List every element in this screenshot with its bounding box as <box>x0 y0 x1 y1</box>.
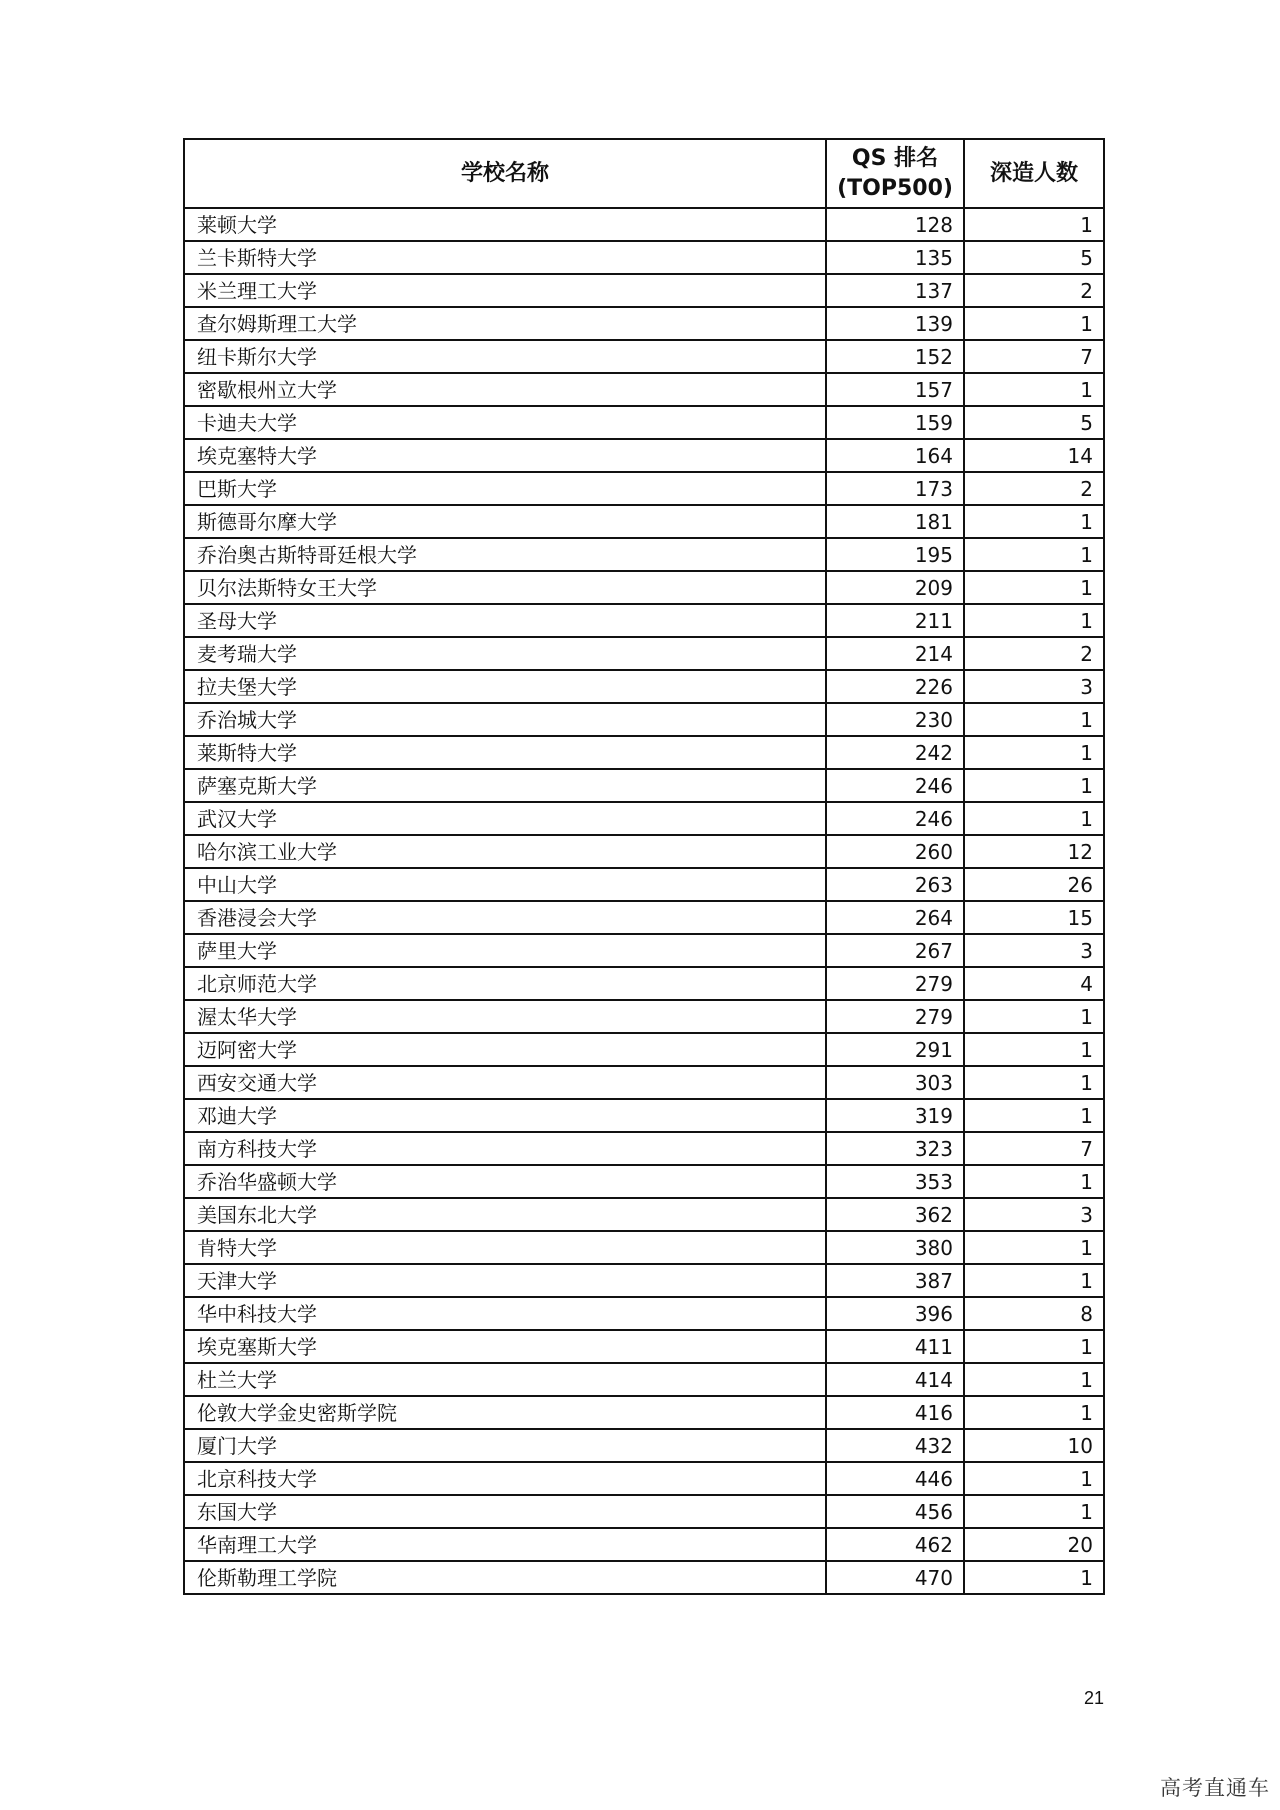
study-count-cell: 4 <box>964 967 1104 1000</box>
qs-rank-cell: 226 <box>826 670 964 703</box>
school-name-cell: 兰卡斯特大学 <box>184 241 826 274</box>
table-row <box>184 1462 1104 1495</box>
school-name-cell: 米兰理工大学 <box>184 274 826 307</box>
school-name-cell: 香港浸会大学 <box>184 901 826 934</box>
qs-rank-cell: 164 <box>826 439 964 472</box>
table-row <box>184 505 1104 538</box>
qs-rank-cell: 411 <box>826 1330 964 1363</box>
study-count-cell: 1 <box>964 538 1104 571</box>
table-row <box>184 1363 1104 1396</box>
school-name-cell: 渥太华大学 <box>184 1000 826 1033</box>
school-name-cell: 密歇根州立大学 <box>184 373 826 406</box>
school-name-cell: 西安交通大学 <box>184 1066 826 1099</box>
table-row <box>184 1429 1104 1462</box>
qs-rank-cell: 159 <box>826 406 964 439</box>
qs-rank-cell: 263 <box>826 868 964 901</box>
school-name-cell: 北京师范大学 <box>184 967 826 1000</box>
study-count-cell: 12 <box>964 835 1104 868</box>
table-row <box>184 1132 1104 1165</box>
school-name-cell: 武汉大学 <box>184 802 826 835</box>
table-row <box>184 373 1104 406</box>
qs-rank-cell: 173 <box>826 472 964 505</box>
table-row <box>184 901 1104 934</box>
school-name-cell: 巴斯大学 <box>184 472 826 505</box>
study-count-cell: 1 <box>964 769 1104 802</box>
study-count-cell: 1 <box>964 1495 1104 1528</box>
table-row <box>184 1000 1104 1033</box>
school-name-cell: 伦敦大学金史密斯学院 <box>184 1396 826 1429</box>
school-name-cell: 杜兰大学 <box>184 1363 826 1396</box>
qs-rank-cell: 396 <box>826 1297 964 1330</box>
study-count-cell: 1 <box>964 1330 1104 1363</box>
study-count-cell: 5 <box>964 406 1104 439</box>
study-count-cell: 3 <box>964 1198 1104 1231</box>
table-row <box>184 472 1104 505</box>
table-row <box>184 241 1104 274</box>
table-row <box>184 1198 1104 1231</box>
table-row <box>184 1165 1104 1198</box>
table-row <box>184 967 1104 1000</box>
table-row <box>184 307 1104 340</box>
header-qs-rank <box>826 139 964 208</box>
school-name-cell: 乔治奥古斯特哥廷根大学 <box>184 538 826 571</box>
school-name-cell: 萨塞克斯大学 <box>184 769 826 802</box>
study-count-cell: 1 <box>964 703 1104 736</box>
table-row <box>184 1528 1104 1561</box>
table-row <box>184 1396 1104 1429</box>
page-number: 21 <box>1083 1688 1104 1708</box>
school-name-cell: 莱顿大学 <box>184 208 826 241</box>
school-name-cell: 厦门大学 <box>184 1429 826 1462</box>
study-count-cell: 1 <box>964 1363 1104 1396</box>
table-row <box>184 1330 1104 1363</box>
qs-rank-cell: 264 <box>826 901 964 934</box>
school-name-cell: 斯德哥尔摩大学 <box>184 505 826 538</box>
qs-rank-cell: 279 <box>826 967 964 1000</box>
school-name-cell: 萨里大学 <box>184 934 826 967</box>
school-name-cell: 肯特大学 <box>184 1231 826 1264</box>
header-qs-rank-line1: QS 排名 <box>851 145 939 171</box>
qs-rank-cell: 128 <box>826 208 964 241</box>
study-count-cell: 1 <box>964 1165 1104 1198</box>
study-count-cell: 1 <box>964 1264 1104 1297</box>
table-row <box>184 1231 1104 1264</box>
table-row <box>184 208 1104 241</box>
study-count-cell: 15 <box>964 901 1104 934</box>
study-count-cell: 8 <box>964 1297 1104 1330</box>
header-school-name: 学校名称 <box>184 139 826 208</box>
study-count-cell: 3 <box>964 670 1104 703</box>
table-row <box>184 604 1104 637</box>
study-count-cell: 7 <box>964 340 1104 373</box>
school-name-cell: 东国大学 <box>184 1495 826 1528</box>
school-name-cell: 邓迪大学 <box>184 1099 826 1132</box>
school-name-cell: 华中科技大学 <box>184 1297 826 1330</box>
table-row <box>184 802 1104 835</box>
header-study-count: 深造人数 <box>964 139 1104 208</box>
table-row <box>184 571 1104 604</box>
school-name-cell: 拉夫堡大学 <box>184 670 826 703</box>
qs-rank-cell: 181 <box>826 505 964 538</box>
qs-rank-cell: 246 <box>826 769 964 802</box>
study-count-cell: 3 <box>964 934 1104 967</box>
qs-rank-cell: 209 <box>826 571 964 604</box>
study-count-cell: 1 <box>964 604 1104 637</box>
table-row <box>184 736 1104 769</box>
study-count-cell: 1 <box>964 1561 1104 1594</box>
table-row <box>184 1495 1104 1528</box>
qs-rank-cell: 279 <box>826 1000 964 1033</box>
table-header <box>184 139 1104 208</box>
university-ranking-table <box>183 138 1105 1595</box>
qs-rank-cell: 456 <box>826 1495 964 1528</box>
qs-rank-cell: 139 <box>826 307 964 340</box>
school-name-cell: 北京科技大学 <box>184 1462 826 1495</box>
school-name-cell: 迈阿密大学 <box>184 1033 826 1066</box>
school-name-cell: 乔治城大学 <box>184 703 826 736</box>
school-name-cell: 卡迪夫大学 <box>184 406 826 439</box>
table-row <box>184 1033 1104 1066</box>
table-row <box>184 1099 1104 1132</box>
school-name-cell: 圣母大学 <box>184 604 826 637</box>
qs-rank-cell: 135 <box>826 241 964 274</box>
qs-rank-cell: 462 <box>826 1528 964 1561</box>
table-row <box>184 340 1104 373</box>
qs-rank-cell: 387 <box>826 1264 964 1297</box>
school-name-cell: 查尔姆斯理工大学 <box>184 307 826 340</box>
qs-rank-cell: 137 <box>826 274 964 307</box>
school-name-cell: 伦斯勒理工学院 <box>184 1561 826 1594</box>
header-row <box>184 139 1104 208</box>
study-count-cell: 1 <box>964 1000 1104 1033</box>
table-row <box>184 274 1104 307</box>
watermark-logo-text: 高考直通车 <box>1160 1776 1270 1800</box>
school-name-cell: 埃克塞特大学 <box>184 439 826 472</box>
qs-rank-cell: 446 <box>826 1462 964 1495</box>
study-count-cell: 2 <box>964 472 1104 505</box>
study-count-cell: 1 <box>964 736 1104 769</box>
qs-rank-cell: 414 <box>826 1363 964 1396</box>
study-count-cell: 10 <box>964 1429 1104 1462</box>
qs-rank-cell: 230 <box>826 703 964 736</box>
qs-rank-cell: 214 <box>826 637 964 670</box>
school-name-cell: 乔治华盛顿大学 <box>184 1165 826 1198</box>
header-qs-rank-line2: (TOP500) <box>837 175 953 201</box>
table-row <box>184 538 1104 571</box>
table-row <box>184 1297 1104 1330</box>
school-name-cell: 麦考瑞大学 <box>184 637 826 670</box>
school-name-cell: 南方科技大学 <box>184 1132 826 1165</box>
table-row <box>184 1066 1104 1099</box>
study-count-cell: 26 <box>964 868 1104 901</box>
school-name-cell: 埃克塞斯大学 <box>184 1330 826 1363</box>
study-count-cell: 1 <box>964 1231 1104 1264</box>
study-count-cell: 1 <box>964 571 1104 604</box>
table-body <box>184 208 1104 1594</box>
qs-rank-cell: 267 <box>826 934 964 967</box>
study-count-cell: 20 <box>964 1528 1104 1561</box>
qs-rank-cell: 211 <box>826 604 964 637</box>
table-row <box>184 868 1104 901</box>
table-row <box>184 769 1104 802</box>
qs-rank-cell: 195 <box>826 538 964 571</box>
school-name-cell: 哈尔滨工业大学 <box>184 835 826 868</box>
school-name-cell: 美国东北大学 <box>184 1198 826 1231</box>
qs-rank-cell: 152 <box>826 340 964 373</box>
study-count-cell: 1 <box>964 802 1104 835</box>
table-row <box>184 1264 1104 1297</box>
qs-rank-cell: 291 <box>826 1033 964 1066</box>
qs-rank-cell: 470 <box>826 1561 964 1594</box>
table-row <box>184 637 1104 670</box>
qs-rank-cell: 432 <box>826 1429 964 1462</box>
study-count-cell: 1 <box>964 373 1104 406</box>
school-name-cell: 贝尔法斯特女王大学 <box>184 571 826 604</box>
study-count-cell: 1 <box>964 1462 1104 1495</box>
qs-rank-cell: 303 <box>826 1066 964 1099</box>
study-count-cell: 2 <box>964 637 1104 670</box>
table-row <box>184 1561 1104 1594</box>
qs-rank-cell: 353 <box>826 1165 964 1198</box>
table-row <box>184 439 1104 472</box>
study-count-cell: 1 <box>964 208 1104 241</box>
table-row <box>184 406 1104 439</box>
study-count-cell: 1 <box>964 1033 1104 1066</box>
study-count-cell: 2 <box>964 274 1104 307</box>
study-count-cell: 14 <box>964 439 1104 472</box>
qs-rank-cell: 380 <box>826 1231 964 1264</box>
study-count-cell: 1 <box>964 1066 1104 1099</box>
study-count-cell: 7 <box>964 1132 1104 1165</box>
qs-rank-cell: 362 <box>826 1198 964 1231</box>
study-count-cell: 1 <box>964 1396 1104 1429</box>
table-row <box>184 703 1104 736</box>
study-count-cell: 1 <box>964 307 1104 340</box>
school-name-cell: 天津大学 <box>184 1264 826 1297</box>
study-count-cell: 5 <box>964 241 1104 274</box>
table-row <box>184 934 1104 967</box>
school-name-cell: 中山大学 <box>184 868 826 901</box>
qs-rank-cell: 323 <box>826 1132 964 1165</box>
qs-rank-cell: 416 <box>826 1396 964 1429</box>
qs-rank-cell: 157 <box>826 373 964 406</box>
study-count-cell: 1 <box>964 1099 1104 1132</box>
qs-rank-cell: 319 <box>826 1099 964 1132</box>
qs-rank-cell: 260 <box>826 835 964 868</box>
table-row <box>184 670 1104 703</box>
qs-rank-cell: 246 <box>826 802 964 835</box>
school-name-cell: 莱斯特大学 <box>184 736 826 769</box>
study-count-cell: 1 <box>964 505 1104 538</box>
school-name-cell: 华南理工大学 <box>184 1528 826 1561</box>
table-row <box>184 835 1104 868</box>
qs-rank-cell: 242 <box>826 736 964 769</box>
school-name-cell: 纽卡斯尔大学 <box>184 340 826 373</box>
